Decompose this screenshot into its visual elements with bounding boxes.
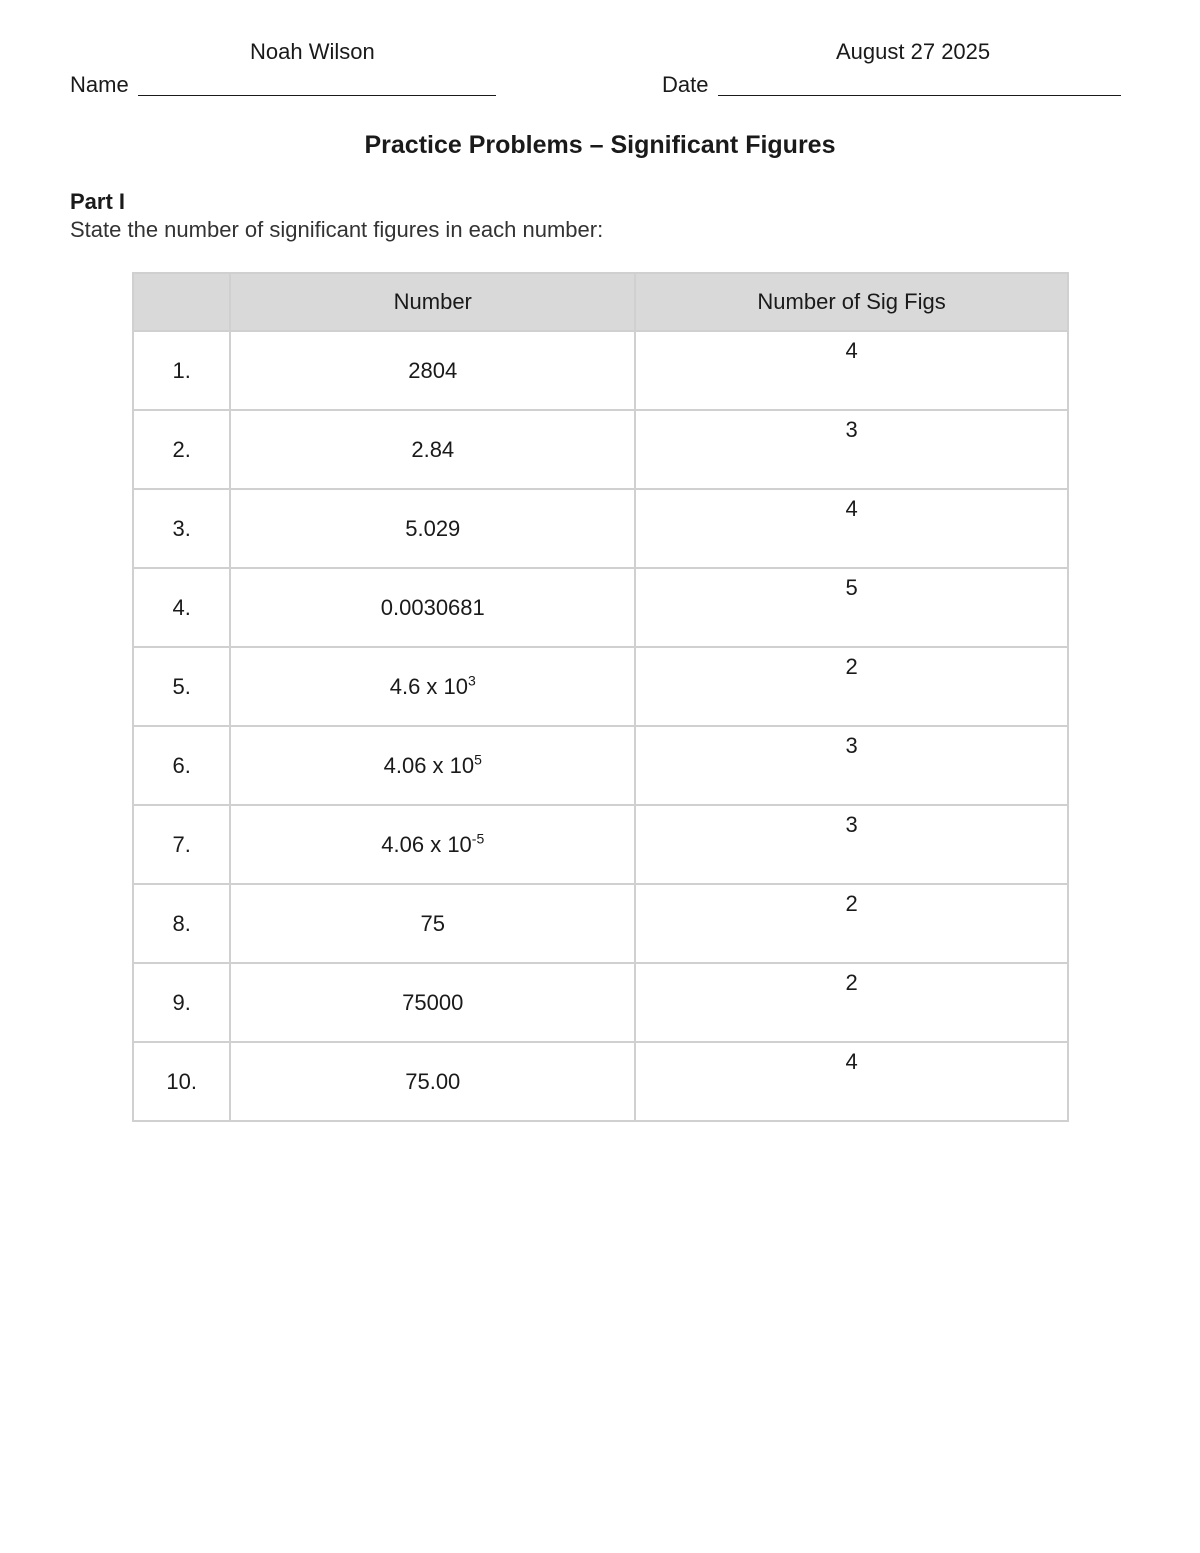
row-answer-cell[interactable]: [635, 331, 1068, 410]
row-index: 10.: [133, 1042, 230, 1121]
row-number-value: 2804: [408, 357, 458, 383]
row-answer[interactable]: 4: [845, 338, 858, 363]
row-answer-cell[interactable]: [635, 1042, 1068, 1121]
row-answer[interactable]: 4: [845, 1049, 858, 1074]
page-title: Practice Problems – Significant Figures: [364, 131, 836, 159]
table-row: [133, 647, 1068, 726]
row-number-exponent: -5: [471, 830, 485, 847]
sig-figs-table: [132, 272, 1069, 1122]
name-underline: [138, 95, 496, 96]
instructions: State the number of significant figures in each number:: [70, 217, 604, 242]
row-number-cell: [230, 489, 635, 568]
row-number-value: 5.029: [405, 515, 461, 541]
table-row: [133, 1042, 1068, 1121]
row-answer-cell[interactable]: [635, 410, 1068, 489]
row-number-value: 75000: [402, 989, 464, 1015]
row-index: 1.: [133, 331, 230, 410]
table-row: [133, 568, 1068, 647]
row-index: 3.: [133, 489, 230, 568]
row-number-value: 4.6 x 10: [389, 673, 468, 699]
row-index: 8.: [133, 884, 230, 963]
row-number-value: 4.06 x 10: [381, 831, 472, 857]
header-sig-figs: Number of Sig Figs: [635, 273, 1068, 331]
row-number-value: 2.84: [411, 436, 455, 462]
row-answer-cell[interactable]: [635, 647, 1068, 726]
table-row: [133, 963, 1068, 1042]
row-answer-cell[interactable]: [635, 726, 1068, 805]
header-index: [133, 273, 230, 331]
table-row: [133, 884, 1068, 963]
table-body: [133, 331, 1068, 1121]
row-answer[interactable]: 5: [845, 575, 858, 600]
table-row: [133, 805, 1068, 884]
row-answer-cell[interactable]: [635, 489, 1068, 568]
date-field[interactable]: [662, 38, 1124, 100]
row-number-cell: [230, 1042, 635, 1121]
row-number-value: 75: [420, 910, 445, 936]
row-index: 5.: [133, 647, 230, 726]
row-index: 7.: [133, 805, 230, 884]
row-answer-cell[interactable]: [635, 884, 1068, 963]
row-answer[interactable]: 3: [845, 417, 858, 442]
row-answer[interactable]: 2: [845, 654, 858, 679]
header-number: Number: [230, 273, 635, 331]
part-heading: Part I: [70, 189, 126, 214]
row-answer-cell[interactable]: [635, 963, 1068, 1042]
row-answer[interactable]: 4: [845, 496, 858, 521]
table-row: [133, 331, 1068, 410]
row-answer[interactable]: 3: [845, 812, 858, 837]
table-row: [133, 410, 1068, 489]
row-number-value: 4.06 x 10: [383, 752, 475, 778]
row-number-exponent: 5: [474, 751, 482, 768]
row-answer-cell[interactable]: [635, 805, 1068, 884]
row-number-cell: [230, 805, 635, 884]
table-row: [133, 726, 1068, 805]
row-number-exponent: 3: [468, 672, 476, 689]
date-label: Date: [662, 72, 709, 97]
row-number-cell: [230, 647, 635, 726]
row-answer-cell[interactable]: [635, 568, 1068, 647]
row-index: 9.: [133, 963, 230, 1042]
row-number-cell: [230, 726, 635, 805]
row-number-value: 75.00: [405, 1068, 461, 1094]
row-number-cell: [230, 410, 635, 489]
row-answer[interactable]: 2: [845, 891, 858, 916]
date-underline: [718, 95, 1121, 96]
row-number-cell: [230, 331, 635, 410]
row-index: 4.: [133, 568, 230, 647]
name-label: Name: [70, 72, 129, 97]
table-row: [133, 489, 1068, 568]
row-answer[interactable]: 2: [845, 970, 858, 995]
date-value[interactable]: August 27 2025: [836, 39, 991, 64]
name-field[interactable]: [70, 38, 500, 100]
row-index: 2.: [133, 410, 230, 489]
row-number-cell: [230, 568, 635, 647]
row-number-value: 0.0030681: [380, 594, 485, 620]
name-value[interactable]: Noah Wilson: [250, 39, 375, 64]
row-number-cell: [230, 884, 635, 963]
table-header-row: [133, 273, 1068, 331]
row-number-cell: [230, 963, 635, 1042]
row-index: 6.: [133, 726, 230, 805]
row-answer[interactable]: 3: [845, 733, 858, 758]
